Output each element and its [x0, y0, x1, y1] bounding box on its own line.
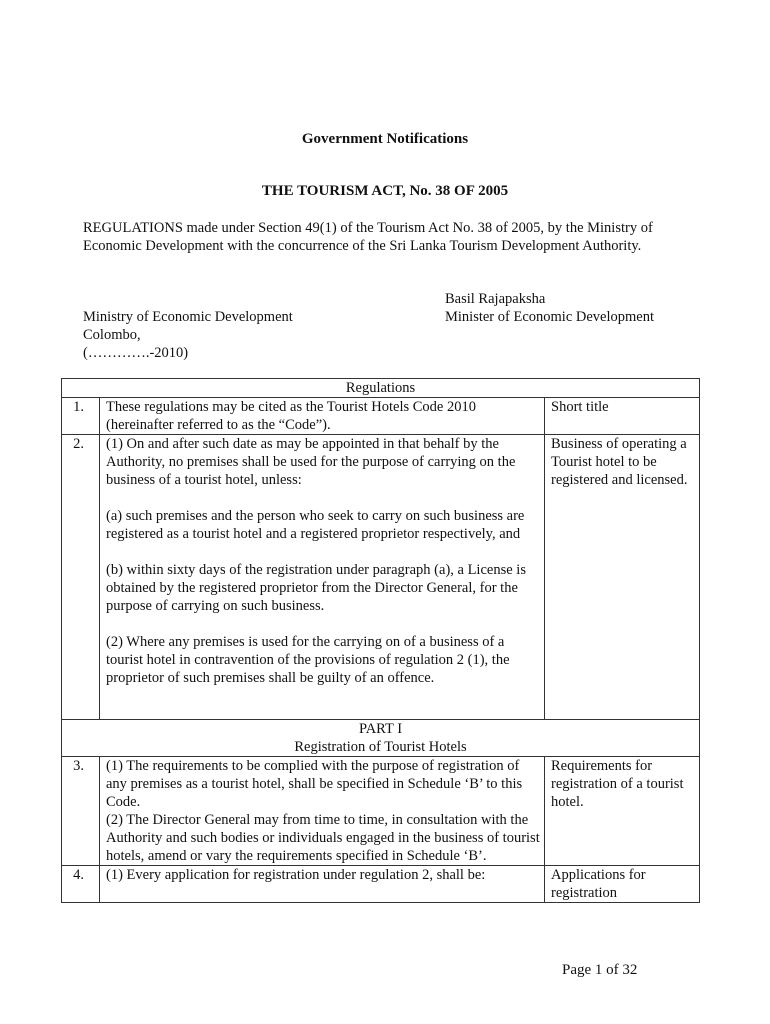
- act-title: THE TOURISM ACT, No. 38 OF 2005: [261, 183, 509, 199]
- marginal-note: Short title: [545, 398, 700, 435]
- table-row: [62, 435, 700, 720]
- regulation-text: [100, 866, 545, 903]
- date-line: (………….-2010): [83, 345, 189, 361]
- city: Colombo,: [83, 327, 141, 343]
- section-title: Government Notifications: [301, 131, 469, 147]
- marginal-note: Business of operating a Tourist hotel to be registered and licensed.: [545, 435, 700, 720]
- regulation-number: 2.: [62, 435, 100, 720]
- regulation-paragraph: (1) Every application for registration under regulation 2, shall be:: [106, 867, 486, 883]
- ministry-name: Ministry of Economic Development: [83, 309, 293, 325]
- marginal-note: Applications for registration: [545, 866, 700, 903]
- intro-paragraph: REGULATIONS made under Section 49(1) of the Tourism Act No. 38 of 2005, by the Ministry of Economic Development with the concurrence of the Sri Lanka Tourism Development Authority.: [83, 220, 653, 254]
- regulation-paragraph: (a) such premises and the person who seek to carry on such business are registered as a tourist hotel and a registered proprietor respectively, and: [106, 508, 525, 542]
- signer-title: Minister of Economic Development: [445, 309, 654, 325]
- regulation-text: [100, 435, 545, 720]
- part-heading: [62, 720, 700, 757]
- regulation-paragraph: (2) Where any premises is used for the carrying on of a business of a tourist hotel in contravention of the provisions of regulation 2 (1), the proprietor of such premises shall be guilty of an offence.: [106, 634, 510, 686]
- regulation-text: [100, 757, 545, 866]
- part-label: PART I: [358, 721, 403, 737]
- marginal-note: Requirements for registration of a tourist hotel.: [545, 757, 700, 866]
- regulation-number: 1.: [62, 398, 100, 435]
- regulation-number: 4.: [62, 866, 100, 903]
- regulation-text: [100, 398, 545, 435]
- regulation-paragraph: (1) On and after such date as may be appointed in that behalf by the Authority, no premises shall be used for the purpose of carrying on the business of a tourist hotel, unless:: [106, 436, 516, 488]
- regulation-paragraph: (b) within sixty days of the registration under paragraph (a), a License is obtained by the registered proprietor from the Director General, for the purpose of carrying on such business.: [106, 562, 526, 614]
- table-heading-row: [62, 379, 700, 398]
- signer-name: Basil Rajapaksha: [445, 291, 546, 307]
- page-number: Page 1 of 32: [562, 962, 638, 978]
- table-row: [62, 398, 700, 435]
- part-title: Registration of Tourist Hotels: [294, 739, 467, 755]
- table-row: [62, 757, 700, 866]
- regulation-number: 3.: [62, 757, 100, 866]
- table-row: [62, 866, 700, 903]
- regulations-heading: Regulations: [62, 379, 700, 398]
- regulation-paragraph: (1) The requirements to be complied with the purpose of registration of any premises as a tourist hotel, shall be specified in Schedule ‘B’ to this Code.: [106, 758, 523, 810]
- regulation-paragraph: These regulations may be cited as the Tourist Hotels Code 2010 (hereinafter referred to as the “Code”).: [106, 399, 476, 433]
- regulations-table: [61, 378, 700, 903]
- regulation-paragraph: (2) The Director General may from time to time, in consultation with the Authority and such bodies or individuals engaged in the business of tourist hotels, amend or vary the requirements specified in Schedule ‘B’.: [106, 812, 540, 864]
- part-heading-row: [62, 720, 700, 757]
